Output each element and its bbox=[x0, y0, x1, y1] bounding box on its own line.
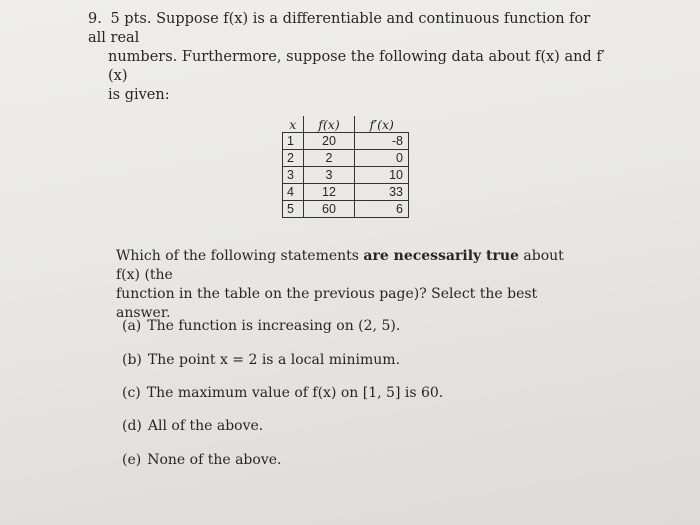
question-number: 9. bbox=[88, 11, 102, 27]
cell-fx: 60 bbox=[304, 201, 355, 218]
option-label: (c) bbox=[122, 385, 141, 401]
table-row bbox=[283, 184, 409, 201]
cell-fx: 12 bbox=[304, 184, 355, 201]
option-label: (e) bbox=[122, 452, 142, 468]
cell-fprime: -8 bbox=[355, 133, 409, 150]
cell-fx: 2 bbox=[304, 150, 355, 167]
cell-fprime: 6 bbox=[355, 201, 409, 218]
option-d[interactable] bbox=[122, 418, 263, 434]
table-row bbox=[283, 167, 409, 184]
table-row bbox=[283, 133, 409, 150]
question-line-2: numbers. Furthermore, suppose the following data about f(x) and f′(x) bbox=[108, 49, 605, 84]
cell-x: 5 bbox=[283, 201, 304, 218]
question-points: 5 pts. bbox=[110, 11, 152, 27]
option-label: (d) bbox=[122, 418, 142, 434]
option-c[interactable] bbox=[122, 385, 443, 401]
table-header-row bbox=[283, 116, 409, 133]
cell-fprime: 10 bbox=[355, 167, 409, 184]
prompt-line-2: function in the table on the previous page)? Select the best answer. bbox=[116, 286, 538, 321]
data-table bbox=[282, 116, 409, 218]
cell-fx: 20 bbox=[304, 133, 355, 150]
option-text: None of the above. bbox=[147, 452, 282, 468]
question-line-1: Suppose f(x) is a differentiable and continuous function for all real bbox=[88, 11, 591, 46]
option-text: The maximum value of f(x) on [1, 5] is 60. bbox=[146, 385, 444, 401]
header-fx: f(x) bbox=[304, 116, 355, 133]
option-e[interactable] bbox=[122, 452, 281, 468]
header-fprime: f′(x) bbox=[355, 116, 409, 133]
question-header bbox=[88, 10, 608, 105]
option-b[interactable] bbox=[122, 352, 400, 368]
cell-fx: 3 bbox=[304, 167, 355, 184]
option-label: (b) bbox=[122, 352, 142, 368]
cell-x: 4 bbox=[283, 184, 304, 201]
prompt-text-end: about f(x) (the bbox=[116, 248, 564, 283]
option-text: The function is increasing on (2, 5). bbox=[147, 318, 401, 334]
table-row bbox=[283, 150, 409, 167]
question-line-3: is given: bbox=[108, 87, 170, 103]
prompt-emphasis: are necessarily true bbox=[363, 248, 519, 264]
option-a[interactable] bbox=[122, 318, 400, 334]
option-text: The point x = 2 is a local minimum. bbox=[147, 352, 401, 368]
cell-fprime: 0 bbox=[355, 150, 409, 167]
prompt-text-start: Which of the following statements bbox=[116, 248, 364, 264]
option-text: All of the above. bbox=[147, 418, 264, 434]
question-prompt bbox=[116, 247, 586, 323]
cell-fprime: 33 bbox=[355, 184, 409, 201]
table-row bbox=[283, 201, 409, 218]
cell-x: 2 bbox=[283, 150, 304, 167]
cell-x: 3 bbox=[283, 167, 304, 184]
option-label: (a) bbox=[122, 318, 142, 334]
header-x: x bbox=[283, 116, 304, 133]
cell-x: 1 bbox=[283, 133, 304, 150]
